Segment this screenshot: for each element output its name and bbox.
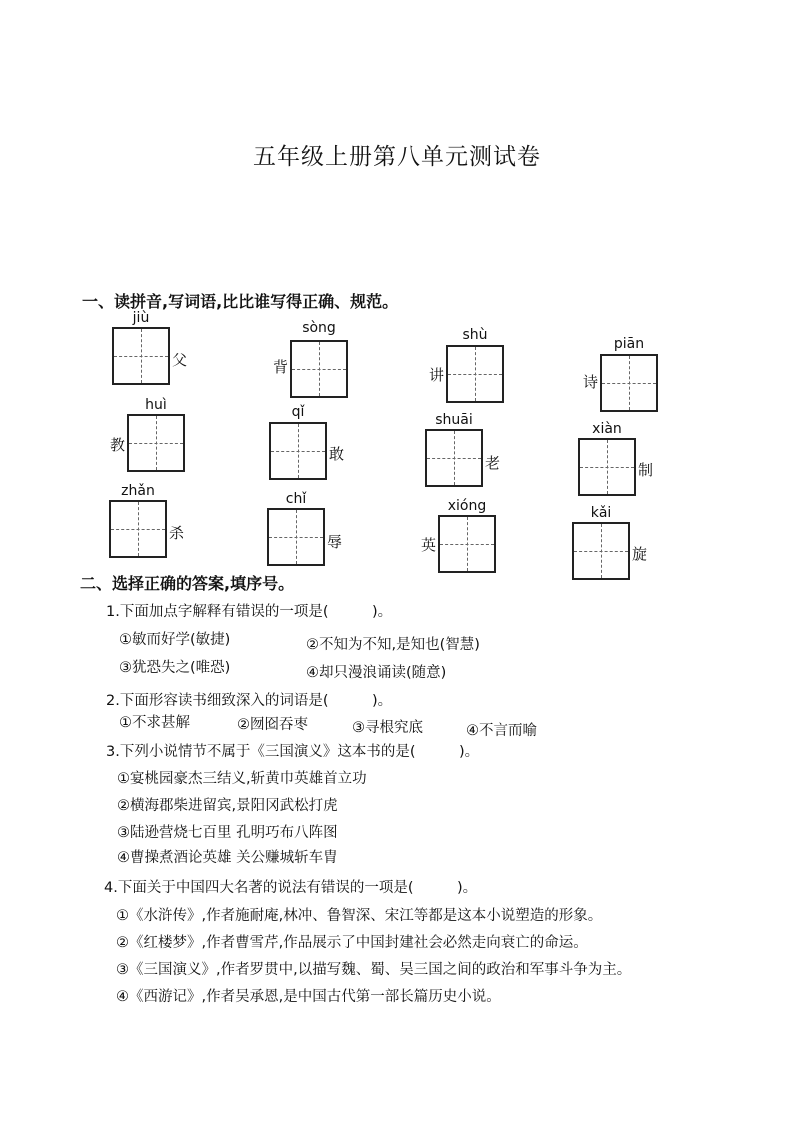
given-character: 父 bbox=[172, 351, 188, 369]
pinyin-label: shù bbox=[462, 327, 488, 343]
question-3-stem: 3.下列小说情节不属于《三国演义》这本书的是( )。 bbox=[106, 744, 480, 760]
writing-box[interactable] bbox=[112, 327, 170, 385]
option: ③犹恐失之(唯恐) bbox=[119, 660, 231, 676]
section-1-heading: 一、读拼音,写词语,比比谁写得正确、规范。 bbox=[82, 292, 399, 311]
given-character: 旋 bbox=[632, 545, 648, 563]
option: ④曹操煮酒论英雄 关公赚城斩车胄 bbox=[117, 850, 338, 866]
option: ①不求甚解 bbox=[119, 715, 190, 731]
option: ①《水浒传》,作者施耐庵,林冲、鲁智深、宋江等都是这本小说塑造的形象。 bbox=[116, 908, 603, 924]
question-2-stem: 2.下面形容读书细致深入的词语是( )。 bbox=[106, 693, 393, 709]
pinyin-label: kǎi bbox=[590, 505, 612, 521]
writing-box[interactable] bbox=[425, 429, 483, 487]
option: ④不言而喻 bbox=[466, 723, 537, 739]
writing-box[interactable] bbox=[269, 422, 327, 480]
pinyin-label: sòng bbox=[302, 320, 336, 336]
pinyin-label: shuāi bbox=[435, 412, 473, 428]
option: ②不知为不知,是知也(智慧) bbox=[306, 637, 480, 653]
option: ③《三国演义》,作者罗贯中,以描写魏、蜀、吴三国之间的政治和军事斗争为主。 bbox=[116, 962, 632, 978]
option: ③寻根究底 bbox=[352, 720, 423, 736]
page-title: 五年级上册第八单元测试卷 bbox=[253, 144, 541, 170]
option: ②横海郡柴进留宾,景阳冈武松打虎 bbox=[117, 798, 338, 814]
pinyin-label: huì bbox=[145, 397, 167, 413]
option: ②《红楼梦》,作者曹雪芹,作品展示了中国封建社会必然走向衰亡的命运。 bbox=[116, 935, 588, 951]
question-4-stem: 4.下面关于中国四大名著的说法有错误的一项是( )。 bbox=[104, 880, 478, 896]
option: ④《西游记》,作者吴承恩,是中国古代第一部长篇历史小说。 bbox=[116, 989, 501, 1005]
pinyin-label: xióng bbox=[447, 498, 487, 514]
section-2-heading: 二、选择正确的答案,填序号。 bbox=[80, 574, 295, 593]
pinyin-label: xiàn bbox=[592, 421, 622, 437]
writing-box[interactable] bbox=[578, 438, 636, 496]
writing-box[interactable] bbox=[572, 522, 630, 580]
pinyin-label: qǐ bbox=[291, 404, 305, 420]
writing-box[interactable] bbox=[109, 500, 167, 558]
given-character: 敢 bbox=[329, 445, 345, 463]
writing-box[interactable] bbox=[600, 354, 658, 412]
writing-box[interactable] bbox=[446, 345, 504, 403]
writing-box[interactable] bbox=[438, 515, 496, 573]
option: ④却只漫浪诵读(随意) bbox=[306, 665, 447, 681]
question-1-stem: 1.下面加点字解释有错误的一项是( )。 bbox=[106, 604, 393, 620]
given-character: 讲 bbox=[429, 366, 445, 384]
pinyin-label: piān bbox=[613, 336, 645, 352]
option: ③陆逊营烧七百里 孔明巧布八阵图 bbox=[117, 825, 338, 841]
writing-box[interactable] bbox=[290, 340, 348, 398]
option: ②囫囵吞枣 bbox=[237, 717, 308, 733]
pinyin-label: jiù bbox=[132, 310, 150, 326]
given-character: 辱 bbox=[327, 533, 343, 551]
option: ①宴桃园豪杰三结义,斩黄巾英雄首立功 bbox=[117, 771, 367, 787]
given-character: 诗 bbox=[583, 373, 599, 391]
given-character: 老 bbox=[485, 454, 501, 472]
given-character: 教 bbox=[110, 436, 126, 454]
writing-box[interactable] bbox=[267, 508, 325, 566]
pinyin-label: zhǎn bbox=[121, 483, 155, 499]
option: ①敏而好学(敏捷) bbox=[119, 632, 231, 648]
given-character: 制 bbox=[638, 461, 654, 479]
pinyin-label: chǐ bbox=[285, 491, 307, 507]
given-character: 背 bbox=[273, 358, 289, 376]
given-character: 英 bbox=[421, 536, 437, 554]
given-character: 杀 bbox=[169, 524, 185, 542]
writing-box[interactable] bbox=[127, 414, 185, 472]
